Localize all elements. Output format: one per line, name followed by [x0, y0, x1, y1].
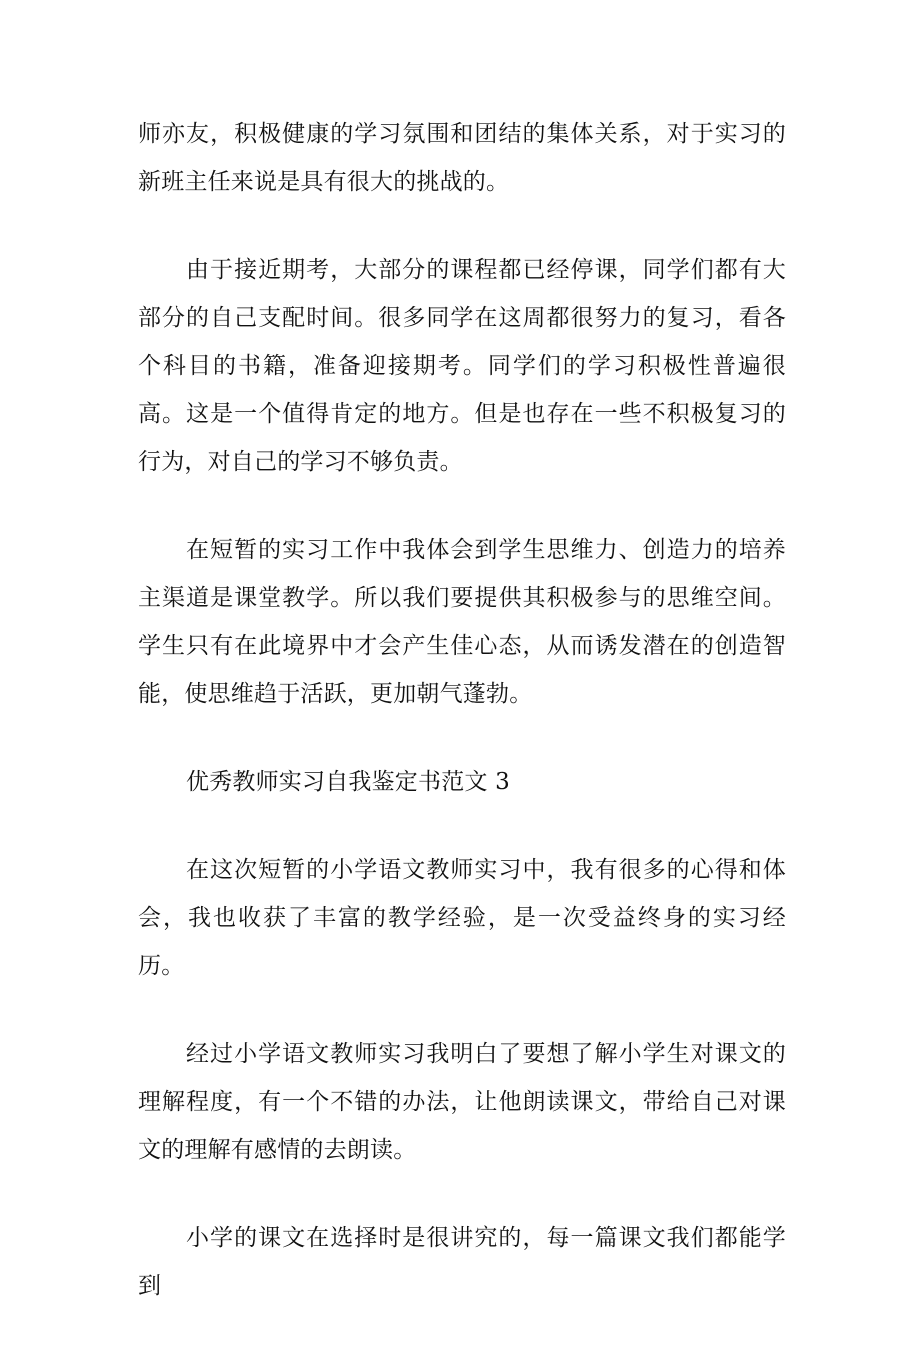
document-body	[138, 110, 786, 1350]
paragraph-4: 在这次短暂的小学语文教师实习中，我有很多的心得和体会，我也收获了丰富的教学经验，是一次受益终身的实习经历。	[138, 857, 786, 979]
paragraph-6: 小学的课文在选择时是很讲究的，每一篇课文我们都能学到	[138, 1225, 786, 1299]
paragraph-3: 在短暂的实习工作中我体会到学生思维力、创造力的培养主渠道是课堂教学。所以我们要提供其积极参与的思维空间。学生只有在此境界中才会产生佳心态，从而诱发潜在的创造智能，使思维趋于活跃，更加朝气蓬勃。	[138, 537, 786, 707]
section-heading: 优秀教师实习自我鉴定书范文 3	[186, 769, 510, 795]
paragraph-2: 由于接近期考，大部分的课程都已经停课，同学们都有大部分的自己支配时间。很多同学在这周都很努力的复习，看各个科目的书籍，准备迎接期考。同学们的学习积极性普遍很高。这是一个值得肯定的地方。但是也存在一些不积极复习的行为，对自己的学习不够负责。	[138, 257, 786, 475]
paragraph-5: 经过小学语文教师实习我明白了要想了解小学生对课文的理解程度，有一个不错的办法，让他朗读课文，带给自己对课文的理解有感情的去朗读。	[138, 1041, 786, 1163]
paragraph-1: 师亦友，积极健康的学习氛围和团结的集体关系，对于实习的新班主任来说是具有很大的挑战的。	[138, 121, 786, 195]
